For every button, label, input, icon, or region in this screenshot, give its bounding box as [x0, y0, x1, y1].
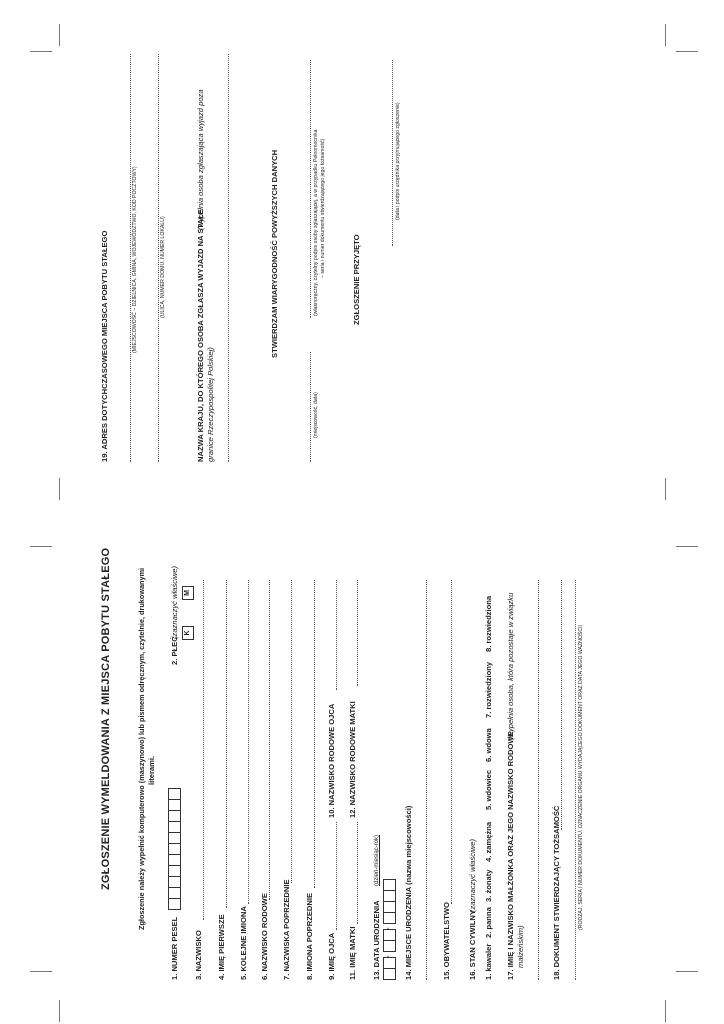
- birth-year-input[interactable]: [383, 880, 396, 924]
- prev-address-label: 19. ADRES DOTYCHCZASOWEGO MIEJSCA POBYTU STAŁEGO: [100, 230, 109, 462]
- civil-option-5[interactable]: 5. wdowiec: [484, 769, 493, 810]
- official-signature-caption: (data i podpis urzędnika przyjmującego zgłoszenie): [395, 102, 401, 220]
- confirm-title: STWIERDZAM WIARYGODNOŚĆ POWYŻSZYCH DANYCH: [270, 149, 279, 358]
- form-title: ZGŁOSZENIE WYMELDOWANIA Z MIEJSCA POBYTU STAŁEGO: [100, 547, 112, 890]
- father-name-field[interactable]: [336, 822, 337, 930]
- instruction-line-2: literami.: [147, 755, 156, 785]
- country-note-2: granice Rzeczypospolitej Polskiej): [206, 347, 215, 462]
- other-names-field[interactable]: [248, 580, 249, 904]
- previous-surnames-field[interactable]: [291, 580, 292, 883]
- first-name-field[interactable]: [226, 580, 227, 908]
- id-document-label: 18. DOKUMENT STWIERDZAJĄCY TOŻSAMOŚĆ: [552, 805, 561, 980]
- citizenship-field[interactable]: [451, 580, 452, 904]
- other-names-label: 5. KOLEJNE IMIONA: [239, 906, 248, 980]
- prev-address-street-caption: (ULICA, NUMER DOMU, NUMER LOKALU): [160, 216, 166, 318]
- pesel-label: 1. NUMER PESEL: [170, 916, 179, 980]
- father-birth-surname-label: 10. NAZWISKO RODOWE OJCA: [327, 703, 336, 818]
- pesel-input[interactable]: [168, 789, 181, 910]
- surname-label: 3. NAZWISKO: [194, 930, 203, 980]
- mother-birth-surname-field[interactable]: [357, 580, 358, 686]
- mother-birth-surname-label: 12. NAZWISKO RODOWE MATKI: [348, 701, 357, 818]
- spouse-field[interactable]: [538, 580, 539, 980]
- spouse-label: 17. IMIĘ I NAZWISKO MAŁŻONKA ORAZ JEGO NAZWISKO RODOWE: [506, 731, 515, 980]
- prev-address-street-field[interactable]: [158, 54, 159, 462]
- birth-place-label: 14. MIEJSCE URODZENIA (nazwa miejscowości): [404, 805, 413, 980]
- place-date-caption: (miejscowość, data): [313, 392, 319, 438]
- address-confirmation-form: [92, 48, 592, 468]
- sex-checkbox-m[interactable]: M: [182, 586, 194, 600]
- civil-option-8[interactable]: 8. rozwiedziona: [484, 595, 493, 652]
- birth-date-note: (dzień-miesiąc-rok): [374, 834, 380, 886]
- signature-caption-2: – seria i numer dokumentu stwierdzającego jego tożsamość): [320, 138, 326, 278]
- birth-month-input[interactable]: [383, 930, 396, 952]
- country-label: NAZWA KRAJU, DO KTÓREGO OSOBA ZGŁASZA WYJAZD NA STAŁE: [196, 209, 205, 462]
- prev-address-place-caption: (MIEJSCOWOŚĆ – DZIELNICA, GMINA, WOJEWÓDZTWO, KOD POCZTOWY): [132, 166, 138, 353]
- id-document-field-1[interactable]: [561, 580, 562, 830]
- id-document-caption: (RODZAJ, SERIA I NUMER DOKUMENTU, OZNACZENIE ORGANU WYDAJĄCEGO DOKUMENT ORAZ DATA JEGO WAŻNOŚCI): [578, 624, 584, 930]
- signature-field[interactable]: [310, 60, 311, 318]
- mother-name-field[interactable]: [357, 822, 358, 924]
- birth-place-field[interactable]: [426, 580, 427, 980]
- sex-checkbox-k[interactable]: K: [182, 626, 194, 640]
- id-document-field-2[interactable]: [575, 580, 576, 980]
- spouse-note: (wypełnia osoba, która pozostaje w związku: [506, 592, 515, 740]
- previous-names-label: 8. IMIONA POPRZEDNIE: [305, 892, 314, 980]
- deregistration-form: ZGŁOSZENIE WYMELDOWANIA Z MIEJSCA POBYTU STAŁEGO Zgłoszenie należy wypełnić komputerowo (maszynowo) lub pismem odręcznym, czytelnie, drukowanymi literami. 1. NUMER PESEL 2. PŁEĆ (zaznaczyć właściwe) K M 3. NAZWISKO 4. IMIĘ PIERWSZE 5. KOLEJNE IMIONA 6. NAZWISKO RODOWE 7. NAZWISKA POPRZEDNIE 8. IMIONA POPRZEDNIE 9. IMIĘ OJCA 10. NAZWISKO RODOWE OJCA 11. IMIĘ MATKI 12. NAZWISKO RODOWE MATKI 13. DATA URODZENIA (dzień-miesiąc-rok) - - 14. MIEJSCE URODZENIA (nazwa miejscowości) 15. OBYWATELSTWO 16. STAN CYWILNY (zaznaczyć właściwe) 1. kawaler 2. panna 3. żonaty 4. zamężna 5. wdowiec 6. wdowa 7. rozwiedziony 8. rozwiedziona 17. IMIĘ I NAZWISKO MAŁŻONKA ORAZ JEGO NAZWISKO RODOWE (wypełnia osoba, która pozostaje w związku małżeńskim) 18. DOKUMENT STWIERDZAJĄCY TOŻSAMOŚĆ (RODZAJ, SERIA I NUMER DOKUMENTU, OZNACZENIE ORGANU WYDAJĄCEGO DOKUMENT ORAZ DATA JEGO WAŻNOŚCI): [100, 547, 584, 980]
- civil-option-7[interactable]: 7. rozwiedziony: [484, 661, 493, 718]
- mother-name-label: 11. IMIĘ MATKI: [348, 926, 357, 980]
- place-date-field[interactable]: [310, 352, 311, 462]
- surname-field[interactable]: [203, 580, 204, 920]
- father-birth-surname-field[interactable]: [336, 580, 337, 690]
- prev-address-place-field[interactable]: [130, 54, 131, 462]
- first-name-label: 4. IMIĘ PIERWSZE: [217, 914, 226, 980]
- spouse-note-2: małżeńskim): [516, 925, 525, 968]
- civil-option-1[interactable]: 1. kawaler: [484, 943, 493, 980]
- civil-status-note: (zaznaczyć właściwe): [468, 838, 477, 912]
- civil-option-6[interactable]: 6. wdowa: [484, 728, 493, 762]
- birth-surname-field[interactable]: [269, 580, 270, 900]
- birth-surname-label: 6. NAZWISKO RODOWE: [260, 893, 269, 980]
- sex-note: (zaznaczyć właściwe): [170, 565, 179, 639]
- civil-option-3[interactable]: 3. żonaty: [484, 869, 493, 902]
- previous-names-field[interactable]: [314, 580, 315, 888]
- birth-day-input[interactable]: [383, 958, 396, 980]
- sex-label: 2. PŁEĆ: [170, 636, 179, 665]
- country-note: (wypełnia osoba zgłaszająca wyjazd poza: [196, 89, 205, 230]
- citizenship-label: 15. OBYWATELSTWO: [442, 902, 451, 980]
- official-signature-field[interactable]: [392, 60, 393, 246]
- civil-option-2[interactable]: 2. panna: [484, 907, 493, 938]
- civil-status-label: 16. STAN CYWILNY: [468, 910, 477, 980]
- accept-title: ZGŁOSZENIE PRZYJĘTO: [352, 234, 361, 325]
- instruction-line-1: Zgłoszenie należy wypełnić komputerowo (maszynowo) lub pismem odręcznym, czytelnie, drukowanymi: [137, 567, 146, 930]
- signature-caption-1: (własnoręczny, czytelny podpis osoby zgłaszającej, a w przypadku Pełnomocnika: [313, 129, 319, 316]
- birth-date-label: 13. DATA URODZENIA: [372, 900, 381, 980]
- civil-option-4[interactable]: 4. zamężna: [484, 821, 493, 862]
- country-field[interactable]: [228, 54, 229, 462]
- father-name-label: 9. IMIĘ OJCA: [327, 932, 336, 980]
- previous-surnames-label: 7. NAZWISKA POPRZEDNIE: [282, 879, 291, 980]
